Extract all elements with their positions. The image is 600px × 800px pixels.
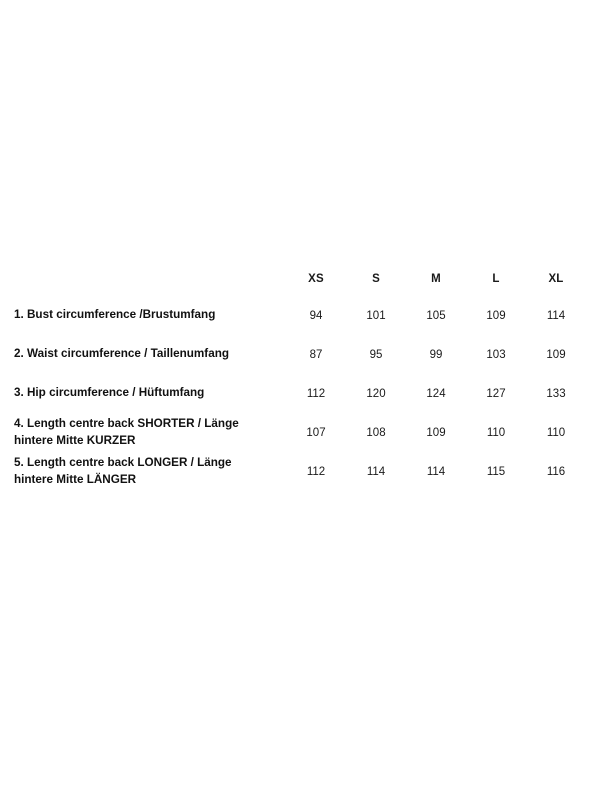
cell-value: 105	[426, 309, 446, 322]
table-row	[14, 335, 586, 374]
table-row	[14, 452, 586, 491]
column-header-l: L	[492, 273, 500, 285]
cell-value: 103	[486, 348, 506, 361]
table-row	[14, 413, 586, 452]
cell-value: 110	[546, 426, 566, 439]
cell-value: 114	[426, 465, 446, 478]
row-label: 2. Waist circumference / Taillenumfang	[14, 347, 229, 361]
cell-value: 107	[306, 426, 326, 439]
cell-value: 127	[486, 387, 506, 400]
table-row	[14, 374, 586, 413]
row-label: 1. Bust circumference /Brustumfang	[14, 308, 216, 322]
column-header-xs: XS	[308, 273, 324, 285]
cell-value: 101	[366, 309, 386, 322]
column-header-xl: XL	[548, 273, 564, 285]
cell-value: 112	[306, 465, 326, 478]
cell-value: 109	[486, 309, 506, 322]
cell-value: 87	[309, 348, 323, 361]
row-label: 5. Length centre back LONGER / Länge hintere Mitte LÄNGER	[14, 455, 232, 486]
table-body	[14, 296, 586, 491]
cell-value: 110	[486, 426, 506, 439]
cell-value: 114	[366, 465, 386, 478]
row-label: 3. Hip circumference / Hüftumfang	[14, 386, 205, 400]
size-chart-table	[14, 262, 586, 491]
row-label: 4. Length centre back SHORTER / Länge hintere Mitte KURZER	[14, 416, 239, 447]
cell-value: 114	[546, 309, 566, 322]
header-row	[14, 262, 586, 296]
cell-value: 124	[426, 387, 446, 400]
cell-value: 120	[366, 387, 386, 400]
cell-value: 108	[366, 426, 386, 439]
cell-value: 109	[426, 426, 446, 439]
cell-value: 95	[369, 348, 383, 361]
cell-value: 116	[546, 465, 566, 478]
cell-value: 133	[546, 387, 566, 400]
table-header	[14, 262, 586, 296]
column-header-measurement	[14, 262, 286, 296]
cell-value: 115	[486, 465, 506, 478]
column-header-s: S	[372, 273, 380, 285]
column-header-m: M	[431, 273, 441, 285]
cell-value: 109	[546, 348, 566, 361]
cell-value: 99	[429, 348, 443, 361]
table-row	[14, 296, 586, 335]
cell-value: 112	[306, 387, 326, 400]
cell-value: 94	[309, 309, 323, 322]
